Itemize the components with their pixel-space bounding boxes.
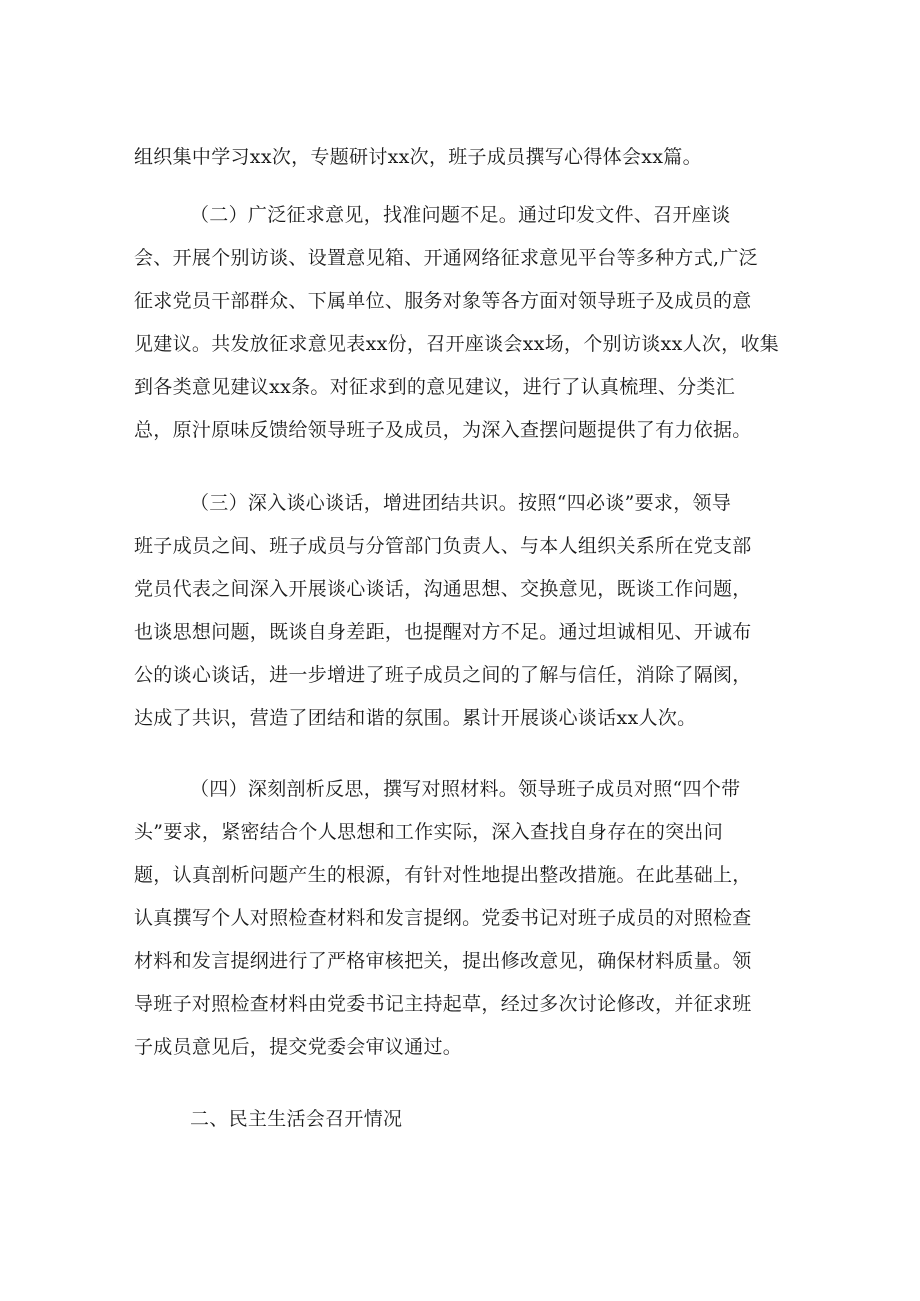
section-heading: 二、民主生活会召开情况 <box>190 1108 403 1130</box>
text-line: 达成了共识，营造了团结和谐的氛围。累计开展谈心谈话xx人次。 <box>134 707 697 729</box>
text-line: （三）深入谈心谈话，增进团结共识。按照“四必谈”要求，领导 <box>190 492 732 514</box>
text-line: 题，认真剖析问题产生的根源，有针对性地提出整改措施。在此基础上， <box>134 864 752 886</box>
text-line: 子成员意见后，提交党委会审议通过。 <box>134 1036 463 1058</box>
text-line: 组织集中学习xx次，专题研讨xx次，班子成员撰写心得体会xx篇。 <box>134 146 702 168</box>
text-line: 认真撰写个人对照检查材料和发言提纲。党委书记对班子成员的对照检查 <box>134 907 752 929</box>
text-line: （四）深刻剖析反思，撰写对照材料。领导班子成员对照“四个带 <box>190 778 741 800</box>
text-line: 见建议。共发放征求意见表xx份，召开座谈会xx场，个别访谈xx人次，收集 <box>134 333 780 355</box>
text-line: 公的谈心谈话，进一步增进了班子成员之间的了解与信任，消除了隔阂， <box>134 664 752 686</box>
text-line: （二）广泛征求意见，找准问题不足。通过印发文件、召开座谈 <box>190 204 731 226</box>
text-line: 党员代表之间深入开展谈心谈话，沟通思想、交换意见，既谈工作问题， <box>134 578 752 600</box>
text-line: 材料和发言提纲进行了严格审核把关，提出修改意见，确保材料质量。领 <box>134 950 752 972</box>
text-line: 班子成员之间、班子成员与分管部门负责人、与本人组织关系所在党支部 <box>134 535 752 557</box>
text-line: 会、开展个别访谈、设置意见箱、开通网络征求意见平台等多种方式,广泛 <box>134 247 758 269</box>
text-line: 总，原汁原味反馈给领导班子及成员，为深入查摆问题提供了有力依据。 <box>134 419 752 441</box>
text-line: 头”要求，紧密结合个人思想和工作实际，深入查找自身存在的突出问 <box>134 821 724 843</box>
text-line: 征求党员干部群众、下属单位、服务对象等各方面对领导班子及成员的意 <box>134 290 752 312</box>
text-line: 到各类意见建议xx条。对征求到的意见建议，进行了认真梳理、分类汇 <box>134 376 736 398</box>
text-line: 也谈思想问题，既谈自身差距，也提醒对方不足。通过坦诚相见、开诚布 <box>134 621 752 643</box>
text-line: 导班子对照检查材料由党委书记主持起草，经过多次讨论修改，并征求班 <box>134 993 752 1015</box>
